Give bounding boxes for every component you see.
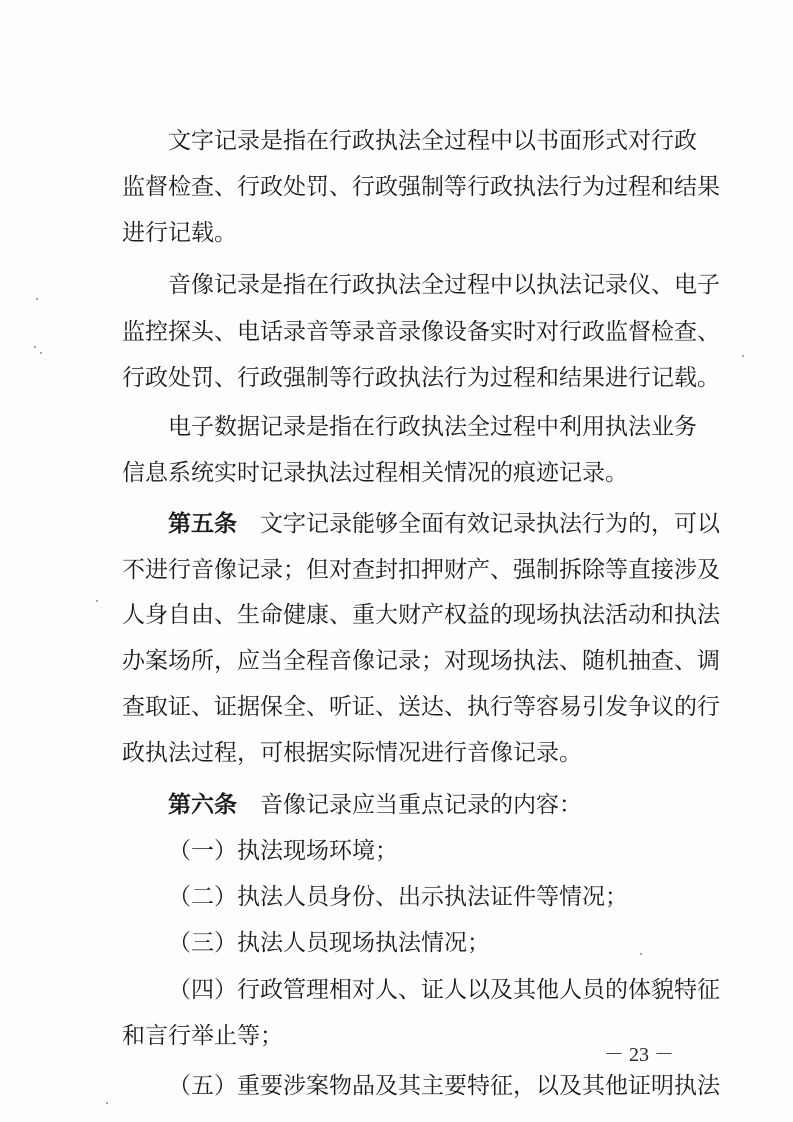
paragraph-line: 不进行音像记录；但对查封扣押财产、强制拆除等直接涉及 [122, 557, 720, 583]
list-item: （四）行政管理相对人、证人以及其他人员的体貌特征 [168, 977, 720, 1003]
paragraph-line: 信息系统实时记录执法过程相关情况的痕迹记录。 [122, 460, 628, 486]
scan-speck [36, 298, 38, 300]
paragraph-line: 监督检查、行政处罚、行政强制等行政执法行为过程和结果 [122, 174, 720, 200]
scan-speck [640, 953, 642, 955]
list-item: （二）执法人员身份、出示执法证件等情况； [168, 884, 628, 910]
list-item: （五）重要涉案物品及其主要特征，以及其他证明执法 [168, 1073, 720, 1099]
paragraph-line: 音像记录是指在行政执法全过程中以执法记录仪、电子 [168, 272, 720, 298]
article-six-line: 第六条 音像记录应当重点记录的内容： [168, 791, 582, 818]
list-item: （三）执法人员现场执法情况； [168, 930, 490, 956]
paragraph-line: 监控探头、电话录音等录音录像设备实时对行政监督检查、 [122, 319, 720, 345]
list-item: （一）执法现场环境； [168, 838, 398, 864]
paragraph-line: 电子数据记录是指在行政执法全过程中利用执法业务 [168, 414, 697, 440]
scan-speck [34, 346, 36, 348]
paragraph-line: 进行记载。 [122, 220, 237, 246]
article-heading: 第六条 [168, 791, 237, 818]
paragraph-line: 文字记录是指在行政执法全过程中以书面形式对行政 [168, 128, 697, 154]
paragraph-line: 行政处罚、行政强制等行政执法行为过程和结果进行记载。 [122, 365, 720, 391]
scan-speck [96, 600, 98, 602]
scan-speck [40, 352, 42, 354]
paragraph-line: 查取证、证据保全、听证、送达、执行等容易引发争议的行 [122, 694, 720, 720]
scan-speck [742, 355, 744, 357]
scan-speck [106, 1102, 108, 1104]
article-heading: 第五条 [168, 510, 237, 537]
article-five-line: 第五条 文字记录能够全面有效记录执法行为的，可以 [168, 510, 720, 537]
page-number: － 23 － [604, 1044, 674, 1066]
paragraph-line: 人身自由、生命健康、重大财产权益的现场执法活动和执法 [122, 602, 720, 628]
paragraph-line: 办案场所，应当全程音像记录；对现场执法、随机抽查、调 [122, 648, 720, 674]
list-item-continuation: 和言行举止等； [122, 1023, 283, 1049]
paragraph-line: 政执法过程，可根据实际情况进行音像记录。 [122, 740, 582, 766]
